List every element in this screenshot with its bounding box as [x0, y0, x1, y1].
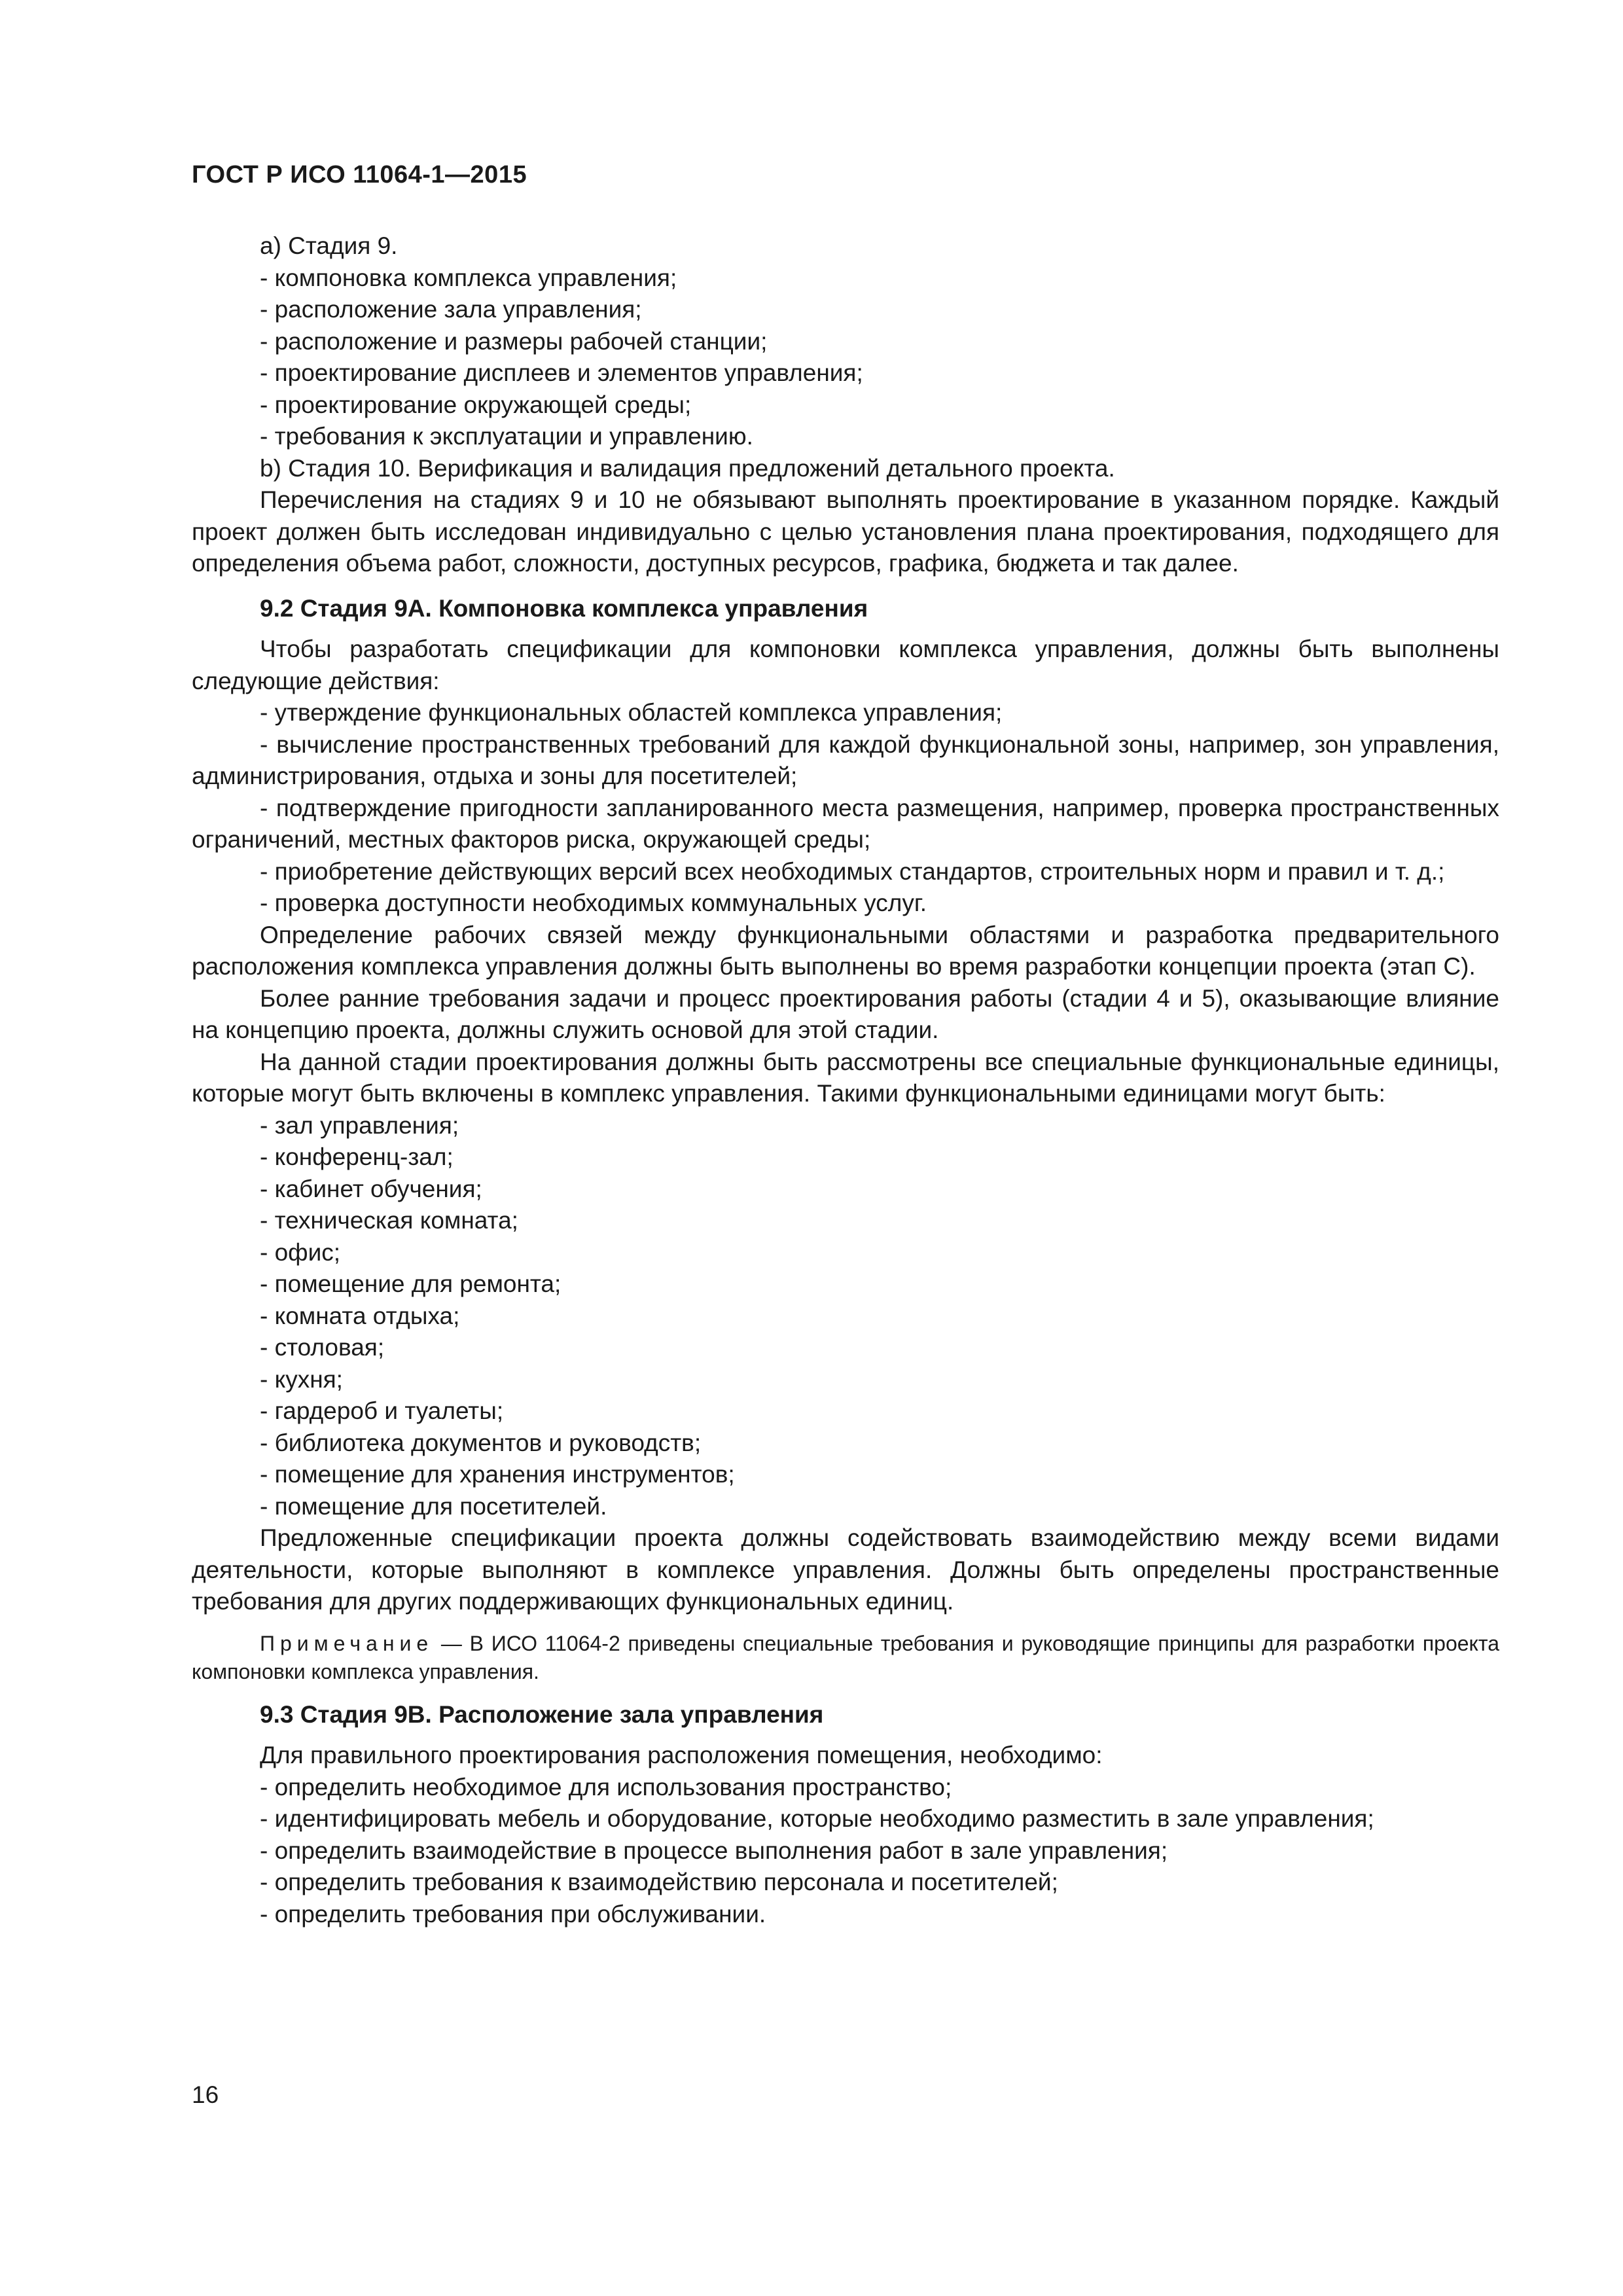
list-item: - кабинет обучения;: [260, 1175, 482, 1202]
list-item: - расположение зала управления;: [260, 296, 642, 323]
list-item: - техническая комната;: [260, 1207, 518, 1234]
list-item: - зал управления;: [260, 1111, 459, 1139]
list-item: - приобретение действующих версий всех необходимых стандартов, строительных норм и правил и т. д.;: [260, 857, 1445, 885]
document-body: [192, 230, 1499, 1930]
list-item-a: a) Стадия 9.: [260, 232, 398, 259]
paragraph: На данной стадии проектирования должны быть рассмотрены все специальные функциональные единицы, которые могут быть включены в комплекс управления. Такими функциональными единицами могут быть:: [192, 1048, 1499, 1107]
list-item: - расположение и размеры рабочей станции;: [260, 327, 768, 355]
note-text: — В ИСО 11064-2 приведены специальные требования и руководящие принципы для разработки проекта компоновки комплекса управления.: [192, 1631, 1499, 1683]
list-item: - комната отдыха;: [260, 1302, 460, 1329]
list-item: - вычисление пространственных требований для каждой функциональной зоны, например, зон управления, администрирования, отдыха и зоны для посетителей;: [192, 730, 1499, 789]
list-item: - столовая;: [260, 1334, 385, 1361]
list-item: - библиотека документов и руководств;: [260, 1429, 702, 1456]
list-item: - определить требования к взаимодействию персонала и посетителей;: [260, 1869, 1058, 1895]
list-item: - гардероб и туалеты;: [260, 1397, 504, 1424]
list-item: - определить взаимодействие в процессе выполнения работ в зале управления;: [260, 1837, 1168, 1864]
paragraph: Более ранние требования задачи и процесс проектирования работы (стадии 4 и 5), оказывающие влияние на концепцию проекта, должны служить основой для этой стадии.: [192, 984, 1499, 1043]
list-item: - идентифицировать мебель и оборудование, которые необходимо разместить в зале управления;: [260, 1805, 1374, 1832]
list-item: - проектирование дисплеев и элементов управления;: [260, 359, 863, 386]
list-item: - кухня;: [260, 1365, 343, 1393]
page-number: 16: [192, 2081, 219, 2108]
list-item: - требования к эксплуатации и управлению.: [260, 423, 753, 450]
list-item: - проектирование окружающей среды;: [260, 391, 692, 418]
paragraph: Чтобы разработать спецификации для компоновки комплекса управления, должны быть выполнены следующие действия:: [192, 636, 1499, 694]
list-item: - определить необходимое для использования пространство;: [260, 1773, 952, 1801]
list-item: - помещение для ремонта;: [260, 1270, 562, 1297]
note: [192, 1630, 1499, 1686]
list-item: - помещение для хранения инструментов;: [260, 1461, 735, 1488]
list-item: - утверждение функциональных областей комплекса управления;: [260, 699, 1003, 726]
list-item: - проверка доступности необходимых коммунальных услуг.: [260, 889, 927, 916]
list-item: - помещение для посетителей.: [260, 1492, 607, 1520]
section-heading-9-3: 9.3 Стадия 9В. Расположение зала управления: [260, 1700, 824, 1728]
list-item-b: b) Стадия 10. Верификация и валидация предложений детального проекта.: [260, 454, 1115, 482]
note-label: Примечание: [260, 1631, 434, 1655]
list-item: - компоновка комплекса управления;: [260, 264, 677, 291]
paragraph: Определение рабочих связей между функциональными областями и разработка предварительного расположения комплекса управления должны быть выполнены во время разработки концепции проекта (этап С).: [192, 921, 1499, 980]
paragraph: Перечисления на стадиях 9 и 10 не обязывают выполнять проектирование в указанном порядке. Каждый проект должен быть исследован индивидуально с целью установления плана проектирования, подходящего для определения объема работ, сложности, доступных ресурсов, графика, бюджета и так далее.: [192, 486, 1499, 577]
list-item: - конференц-зал;: [260, 1143, 454, 1170]
list-item: - определить требования при обслуживании.: [260, 1900, 766, 1928]
list-item: - подтверждение пригодности запланированного места размещения, например, проверка пространственных ограничений, местных факторов риска, окружающей среды;: [192, 794, 1499, 853]
list-item: - офис;: [260, 1238, 341, 1266]
paragraph: Для правильного проектирования расположения помещения, необходимо:: [260, 1742, 1103, 1768]
paragraph: Предложенные спецификации проекта должны содействовать взаимодействию между всеми видами деятельности, которые выполняют в комплексе управления. Должны быть определены пространственные требования для других поддерживающих функциональных единиц.: [192, 1524, 1499, 1615]
section-heading-9-2: 9.2 Стадия 9А. Компоновка комплекса управления: [260, 594, 868, 622]
document-header: ГОСТ Р ИСО 11064-1—2015: [192, 161, 527, 188]
